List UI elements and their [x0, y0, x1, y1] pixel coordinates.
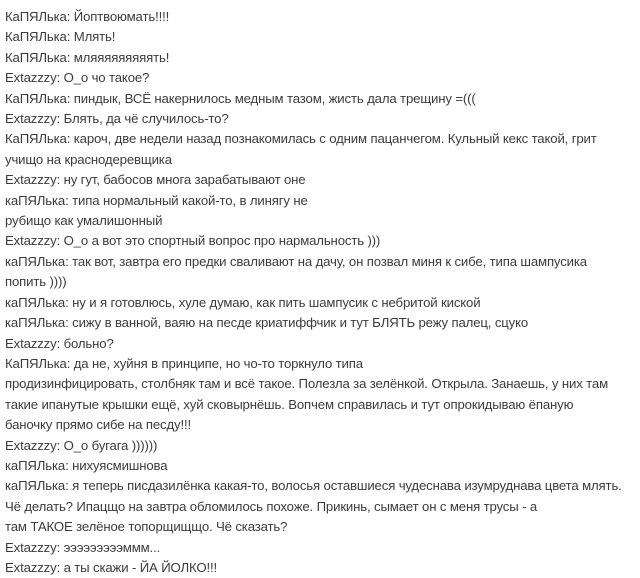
chat-line: каПЯЛька: сижу в ванной, ваяю на песде криатиффчик и тут БЛЯТЬ режу палец, сцуко	[5, 315, 529, 331]
chat-line: каПЯЛька: типа нормальный какой-то, в линягу не	[5, 192, 308, 208]
chat-line: баночку прямо сибе на песду!!!	[5, 417, 191, 433]
chat-line: попить ))))	[5, 274, 67, 290]
chat-line: каПЯЛька: так вот, завтра его предки сваливают на дачу, он позвал миня к сибе, типа шампусика	[5, 253, 587, 269]
chat-line: Чё делать? Ипацщо на завтра обломилось похоже. Прикинь, сымает он с меня трусы - а	[5, 498, 538, 514]
chat-line: Extazzzy: больно?	[5, 335, 114, 351]
chat-line: Extazzzy: ну гут, бабосов многа зарабатывают оне	[5, 172, 306, 188]
chat-line: там ТАКОЕ зелёное топорщищщо. Чё сказать?	[5, 519, 288, 535]
chat-line: КаПЯЛька: кароч, две недели назад познакомилась с одним пацанчегом. Кульный кекс такой, грит	[5, 131, 597, 147]
chat-line: Extazzzy: О_о бугага ))))))	[5, 437, 158, 453]
chat-line: каПЯЛька: нихуясмишнова	[5, 457, 168, 473]
chat-line: Extazzzy: Блять, да чё случилось-то?	[5, 111, 229, 127]
chat-line: учищо на краснодеревщика	[5, 151, 172, 167]
chat-line: КаПЯЛька: Йоптвоюмать!!!!	[5, 9, 170, 24]
chat-line: рубищо как умалишонный	[5, 213, 163, 229]
chat-line: Extazzzy: эээээээээммм...	[5, 539, 161, 555]
chat-line: продизинфицировать, столбняк там и всё такое. Полезла за зелёнкой. Открыла. Занаешь, у них там	[5, 376, 609, 392]
chat-line: КаПЯЛька: пиндык, ВСЁ накернилось медным тазом, жисть дала трещину =(((	[5, 90, 476, 106]
chat-line: Extazzzy: О_о а вот это спортный вопрос про нармальность )))	[5, 233, 381, 249]
chat-line: такие ипанутые крышки ещё, хуй сковырнёшь. Вопчем справилась и тут опрокидываю ёпаную	[5, 396, 574, 412]
chat-line: Extazzzy: О_о чо такое?	[5, 70, 150, 86]
chat-line: КаПЯЛька: Млять!	[5, 29, 116, 45]
chat-line: КаПЯЛька: мляяяяяяяяять!	[5, 49, 170, 65]
chat-line: КаПЯЛька: да не, хуйня в принципе, но чо-то торкнуло типа	[5, 355, 363, 371]
chat-line: Extazzzy: а ты скажи - ЙА ЙОЛКО!!!	[5, 559, 218, 575]
chat-line: каПЯЛька: ну и я готовлюсь, хуле думаю, как пить шампусик с небритой киской	[5, 294, 481, 310]
chat-line: каПЯЛька: я теперь писдазилёнка какая-то, волосья оставшиеся чудеснава изумруднава цвета млять.	[5, 478, 622, 494]
